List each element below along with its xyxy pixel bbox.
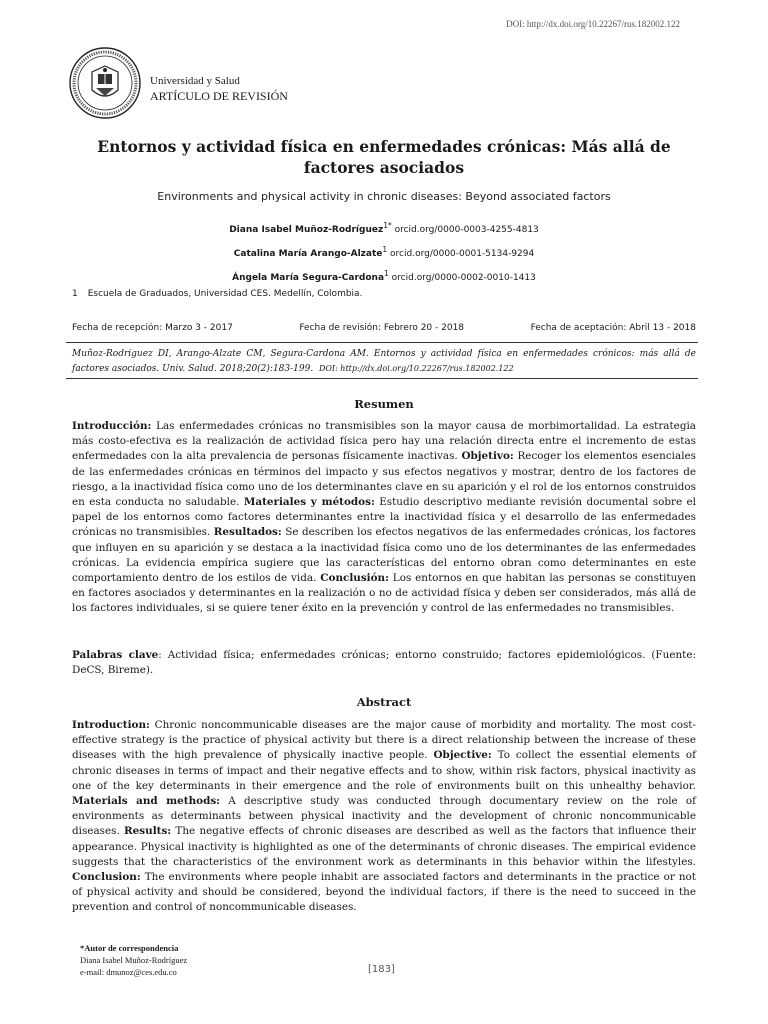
- abstract-heading: Abstract: [356, 695, 412, 709]
- resumen-resultados-label: Resultados:: [213, 526, 282, 539]
- article-type: ARTÍCULO DE REVISIÓN: [150, 89, 288, 103]
- abstract-results: The negative effects of chronic diseases are described as well as the factors that influence their appearance. Physical inactivity is highlighted as one of the determinants of chronic diseases. The empirical evidence suggests that the characteristics of the environment work as determinants in this behavior within the lifestyles.: [72, 825, 696, 868]
- resumen-conclusion-label: Conclusión:: [320, 572, 389, 585]
- citation-doi[interactable]: DOI: http://dx.doi.org/10.22267/rus.182002.122: [318, 363, 514, 373]
- divider-top: [66, 342, 698, 343]
- author-orcid-link[interactable]: orcid.org/0000-0001-5134-9294: [390, 249, 535, 259]
- resumen-resultados: Se describen los efectos negativos de las enfermedades crónicas, los factores que influyen en su aparición y se destaca a la inactividad física como uno de los determinantes de las enfermedades crónicas. La evidencia empírica sugiere que las características del entorno obran como determinantes en este comportamiento dentro de los estilos de vida.: [72, 526, 696, 585]
- abstract-methods-label: Materials and methods:: [72, 795, 221, 808]
- correspondence-label: *Autor de correspondencia: [80, 943, 179, 953]
- abstract-conclusion-label: Conclusion:: [72, 871, 141, 884]
- author-affiliation-marker: 1: [382, 245, 388, 254]
- page-number: [183]: [368, 964, 395, 975]
- revised-date: Fecha de revisión: Febrero 20 - 2018: [299, 323, 465, 333]
- correspondence-email[interactable]: e-mail: dmunoz@ces.edu.co: [80, 967, 177, 977]
- article-subtitle: Environments and physical activity in chronic diseases: Beyond associated factors: [157, 190, 611, 203]
- affiliation-text: Escuela de Graduados, Universidad CES. Medellín, Colombia.: [87, 289, 363, 299]
- author-list: [0, 216, 768, 288]
- journal-name: Universidad y Salud: [150, 75, 240, 87]
- abstract-objective-label: Objective:: [433, 749, 492, 762]
- author-row: [0, 216, 768, 240]
- citation: [72, 348, 696, 376]
- abstract-body: [72, 718, 696, 916]
- keywords-text: : Actividad física; enfermedades crónicas; entorno construido; factores epidemiológicos. (Fuente: DeCS, Bireme).: [72, 649, 696, 677]
- article-title: Entornos y actividad física en enfermedades crónicas: Más allá de factores asociados: [97, 137, 671, 177]
- abstract-conclusion: The environments where people inhabit are associated factors and determinants in the practice or not of physical activity and should be considered, beyond the individual factors, if there is the need to succeed in the prevention and control of noncommunicable diseases.: [72, 871, 696, 914]
- author-orcid-link[interactable]: orcid.org/0000-0002-0010-1413: [391, 273, 536, 283]
- author-row: [0, 240, 768, 264]
- correspondence: [80, 942, 187, 978]
- resumen-objetivo-label: Objetivo:: [461, 450, 514, 463]
- citation-text: Muñoz-Rodriguez DI, Arango-Alzate CM, Segura-Cardona AM. Entornos y actividad física en enfermedades crónicos: más allá de factores asociados. Univ. Salud. 2018;20(2):183-199.: [72, 349, 696, 374]
- keywords: [72, 648, 696, 678]
- divider-bottom: [66, 378, 698, 379]
- resumen-intro: Las enfermedades crónicas no transmisibles son la mayor causa de morbimortalidad. La estrategia más costo-efectiva es la realización de actividad física pero hay una relación directa entre el incremento de estas enfermedades con la alta prevalencia de personas físicamente inactivas.: [72, 420, 696, 463]
- correspondence-name: Diana Isabel Muñoz-Rodríguez: [80, 955, 188, 965]
- abstract-results-label: Results:: [124, 825, 172, 838]
- university-seal-icon: [68, 46, 142, 120]
- resumen-metodos: Estudio descriptivo mediante revisión documental sobre el papel de los entornos como factores determinantes entre la inactividad física y el desarrollo de las enfermedades crónicas no transmisibles.: [72, 496, 696, 539]
- abstract-objective: To collect the essential elements of chronic diseases in terms of impact and their negative effects and to show, within risk factors, physical inactivity as one of the key determinants in their emergence and the role of environments built on this unhealthy behavior.: [72, 749, 696, 792]
- author-affiliation-marker: 1*: [383, 221, 392, 230]
- author-name: Catalina María Arango-Alzate: [233, 249, 383, 259]
- author-orcid-link[interactable]: orcid.org/0000-0003-4255-4813: [394, 225, 539, 235]
- resumen-metodos-label: Materiales y métodos:: [243, 496, 375, 509]
- resumen-heading: Resumen: [354, 397, 414, 411]
- abstract-intro-label: Introduction:: [72, 719, 150, 731]
- resumen-intro-label: Introducción:: [72, 420, 152, 432]
- abstract-methods: A descriptive study was conducted through documentary review on the role of environments as determinants between physical inactivity and the development of chronic noncommunicable diseases.: [72, 795, 696, 838]
- keywords-label: Palabras clave: [72, 649, 159, 661]
- header-doi[interactable]: DOI: http://dx.doi.org/10.22267/rus.182002.122: [506, 19, 680, 29]
- accepted-date: Fecha de aceptación: Abril 13 - 2018: [530, 323, 696, 333]
- resumen-objetivo: Recoger los elementos esenciales de las enfermedades crónicas en términos del impacto y sus efectos negativos y mostrar, dentro de los factores de riesgo, a la inactividad física como uno de los determinantes clave en su aparición y el rol de los entornos construidos en esta conducta no saludable.: [72, 450, 696, 509]
- author-row: [0, 264, 768, 288]
- affiliation: [72, 289, 362, 299]
- received-date: Fecha de recepción: Marzo 3 - 2017: [72, 323, 233, 333]
- author-affiliation-marker: 1: [384, 269, 389, 278]
- affiliation-number: 1: [72, 289, 78, 299]
- resumen-conclusion: Los entornos en que habitan las personas se constituyen en factores asociados y determinantes en la realización o no de actividad física y deben ser considerados, más allá de los factores individuales, si se quiere tener éxito en la prevención y control de las enfermedades no transmisibles.: [72, 572, 696, 615]
- author-name: Ángela María Segura-Cardona: [232, 273, 385, 283]
- journal-block: [150, 74, 288, 104]
- author-name: Diana Isabel Muñoz-Rodríguez: [229, 225, 384, 235]
- resumen-body: [72, 419, 696, 617]
- abstract-intro: Chronic noncommunicable diseases are the major cause of morbidity and mortality. The most cost-effective strategy is the practice of physical activity but there is a direct relationship between the increase of these diseases with the high prevalence of physically inactive people.: [72, 719, 696, 762]
- dates-row: [72, 323, 696, 333]
